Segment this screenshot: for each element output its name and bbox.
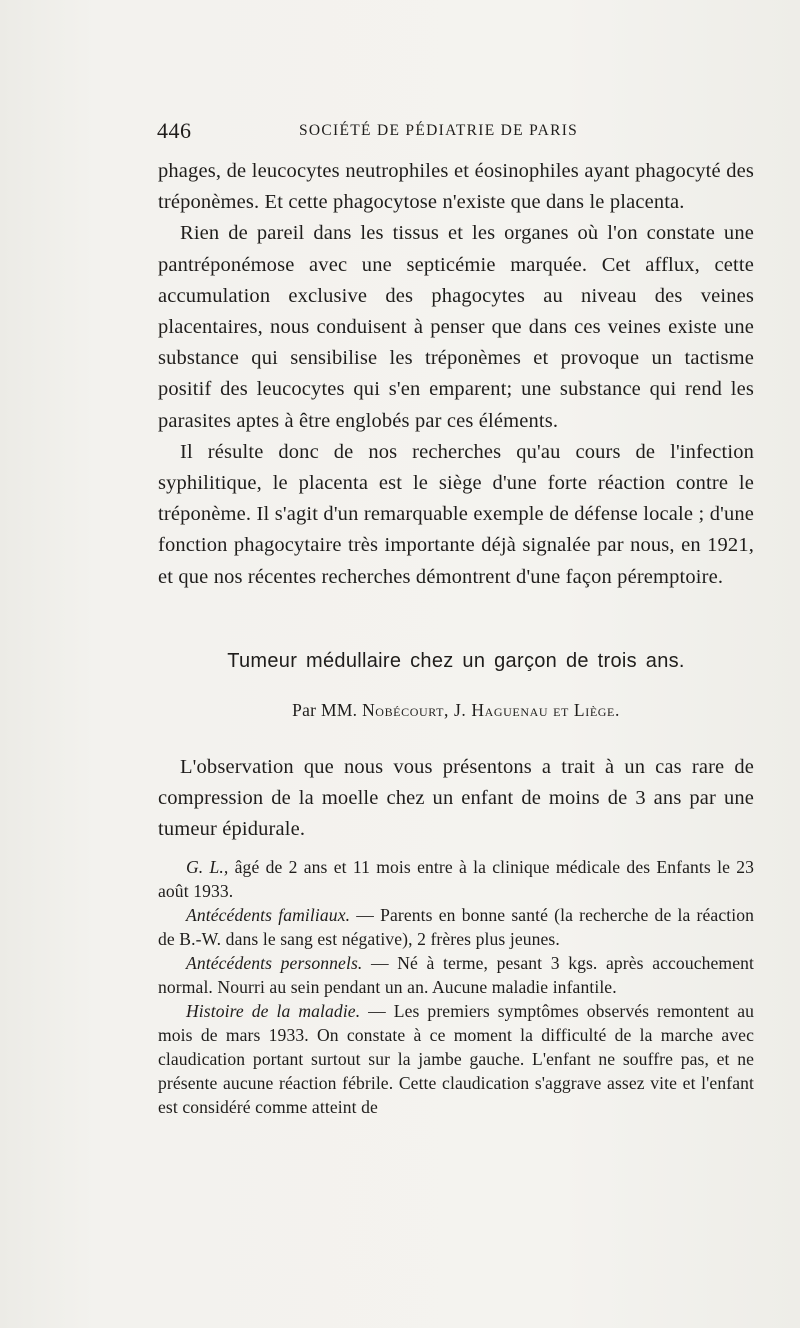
paragraph-1: phages, de leucocytes neutrophiles et éosinophiles ayant phagocyté des tréponèmes. Et cette phagocytose n'existe que dans le placenta. [158, 160, 754, 214]
observation-disease-history: Histoire de la maladie. — Les premiers symptômes observés remontent au mois de mars 1933. On constate à ce moment la difficulté de la marche avec claudication portant surtout sur la jambe gauche. L'enfant ne souffre pas, et ne présente aucune réaction fébrile. Cette claudication s'aggrave assez vite et l'enfant est considéré comme atteint de [158, 1001, 754, 1117]
observation-sections [158, 855, 754, 1119]
authors-prefix: Par MM. [292, 700, 358, 720]
intro-paragraph: L'observation que nous vous présentons a trait à un cas rare de compression de la moelle chez un enfant de moins de 3 ans par une tumeur épidurale. [158, 756, 754, 841]
section-lead: Antécédents personnels. [186, 953, 363, 973]
observation-patient: G. L., âgé de 2 ans et 11 mois entre à la clinique médicale des Enfants le 23 août 1933. [158, 857, 755, 901]
article-title: Tumeur médullaire chez un garçon de trois ans. [227, 650, 685, 672]
authors-names: Nobécourt, J. Haguenau et Liège. [362, 700, 620, 720]
section-lead: G. L., [186, 857, 229, 877]
page-number: 446 [157, 118, 192, 143]
observation-personal-history: Antécédents personnels. — Né à terme, pesant 3 kgs. après accouchement normal. Nourri au sein pendant un an. Aucune maladie infantile. [158, 953, 755, 997]
paragraph-2: Rien de pareil dans les tissus et les organes où l'on constate une pantréponémose avec une septicémie marquée. Cet afflux, cette accumulation exclusive des phagocytes au niveau des veines placentaires, nous conduisent à penser que dans ces veines existe une substance qui sensibilise les tréponèmes et provoque un tactisme positif des leucocytes qui s'en emparent; une substance qui rend les parasites aptes à être englobés par ces éléments. [158, 222, 754, 432]
continued-text [158, 156, 754, 593]
page-header [157, 118, 753, 144]
paragraph-3: Il résulte donc de nos recherches qu'au cours de l'infection syphilitique, le placenta est le siège d'une forte réaction contre le tréponème. Il s'agit d'un remarquable exemple de défense locale ; d'une fonction phagocytaire très importante déjà signalée par nous, en 1921, et que nos récentes recherches démontrent d'une façon péremptoire. [158, 440, 754, 588]
observation-family-history: Antécédents familiaux. — Parents en bonne santé (la recherche de la réaction de B.-W. dans le sang est négative), 2 frères plus jeunes. [158, 905, 754, 949]
article-intro [158, 752, 754, 846]
section-lead: Histoire de la maladie. [186, 1001, 361, 1021]
section-lead: Antécédents familiaux. [186, 905, 351, 925]
running-head: SOCIÉTÉ DE PÉDIATRIE DE PARIS [299, 122, 579, 139]
article-authors [158, 700, 754, 721]
